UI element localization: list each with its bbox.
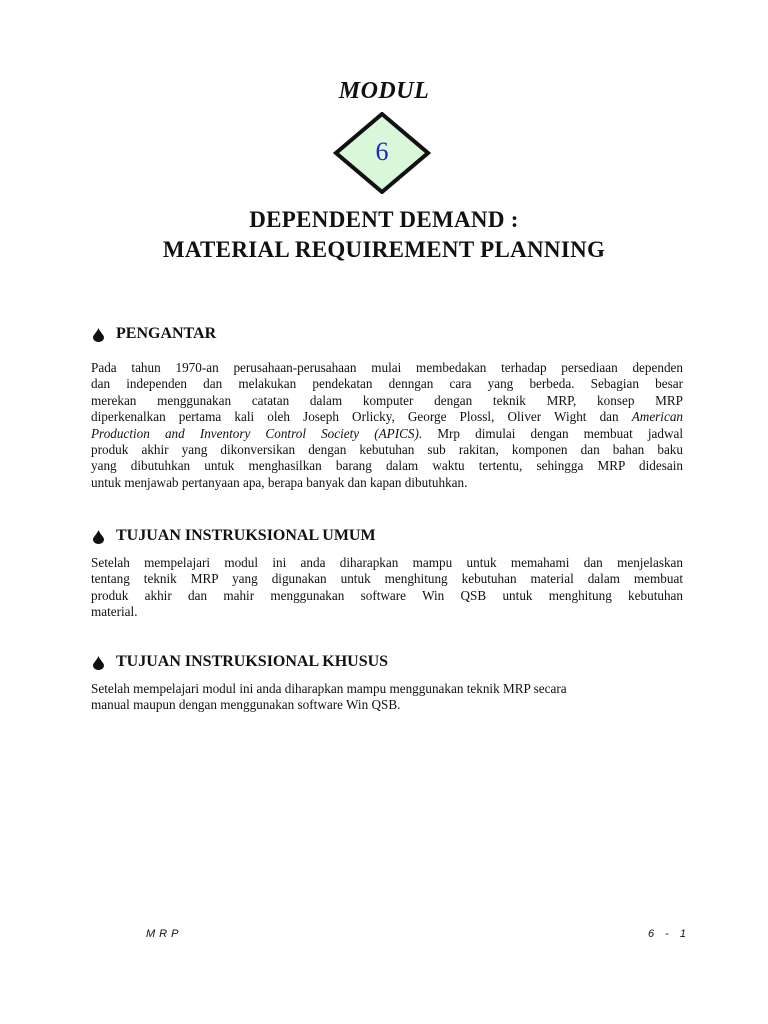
body-line: tentang teknik MRP yang digunakan untuk menghitung kebutuhan material dalam membuat xyxy=(91,571,683,587)
body-text: Mrp dimulai dengan membuat jadwal xyxy=(437,425,683,441)
drop-icon xyxy=(93,328,104,342)
body-line: Setelah mempelajari modul ini anda diharapkan mampu menggunakan teknik MRP secara xyxy=(91,681,567,696)
body-line: produk akhir yang dikonversikan dengan kebutuhan sub rakitan, komponen dan bahan baku xyxy=(91,442,683,458)
body-line: untuk menjawab pertanyaan apa, berapa banyak dan kapan dibutuhkan. xyxy=(91,474,468,490)
body-line: manual maupun dengan menggunakan software Win QSB. xyxy=(91,697,401,713)
body-line: merekan menggunakan catatan dalam komputer dengan teknik MRP, konsep MRP xyxy=(91,392,683,408)
drop-icon xyxy=(93,530,104,544)
body-line-mixed xyxy=(91,409,683,425)
section-heading-tujuan-khusus xyxy=(93,653,388,671)
body-line: yang dibutuhkan untuk menghasilkan barang dalam waktu tertentu, sehingga MRP didesain xyxy=(91,458,683,474)
page-title-line-2: MATERIAL REQUIREMENT PLANNING xyxy=(162,237,606,262)
body-text-italic: Production and Inventory Control Society (APICS). xyxy=(91,425,423,441)
section-body-tujuan-umum xyxy=(91,555,683,621)
body-text-italic: American xyxy=(631,409,684,425)
section-heading-text: TUJUAN INSTRUKSIONAL UMUM xyxy=(116,527,376,544)
body-line: dan independen dan melakukan pendekatan denngan cara yang berbeda. Sebagian besar xyxy=(91,376,683,392)
module-number-badge xyxy=(333,112,431,194)
footer-page-number: 6 - 1 xyxy=(648,928,691,940)
body-line-mixed xyxy=(91,426,683,442)
body-line: Pada tahun 1970-an perusahaan-perusahaan mulai membedakan terhadap persediaan dependen xyxy=(91,360,683,375)
body-line: Setelah mempelajari modul ini anda diharapkan mampu untuk memahami dan menjelaskan xyxy=(91,555,683,570)
section-body-tujuan-khusus xyxy=(91,681,683,714)
module-number: 6 xyxy=(375,137,389,166)
drop-icon xyxy=(93,656,104,670)
modul-label: MODUL xyxy=(338,78,430,104)
body-line: material. xyxy=(91,604,138,620)
footer-course-label: MRP xyxy=(146,928,183,940)
page-title-line-1: DEPENDENT DEMAND : xyxy=(249,207,519,232)
section-heading-text: TUJUAN INSTRUKSIONAL KHUSUS xyxy=(116,653,389,670)
section-body-pengantar xyxy=(91,360,683,491)
body-text: diperkenalkan pertama kali oleh Joseph Orlicky, George Plossl, Oliver Wight dan xyxy=(91,409,619,425)
section-heading-tujuan-umum xyxy=(93,527,376,545)
section-heading-text: PENGANTAR xyxy=(116,325,217,342)
body-line: produk akhir dan mahir menggunakan software Win QSB untuk menghitung kebutuhan xyxy=(91,587,683,603)
section-heading-pengantar xyxy=(93,325,216,343)
